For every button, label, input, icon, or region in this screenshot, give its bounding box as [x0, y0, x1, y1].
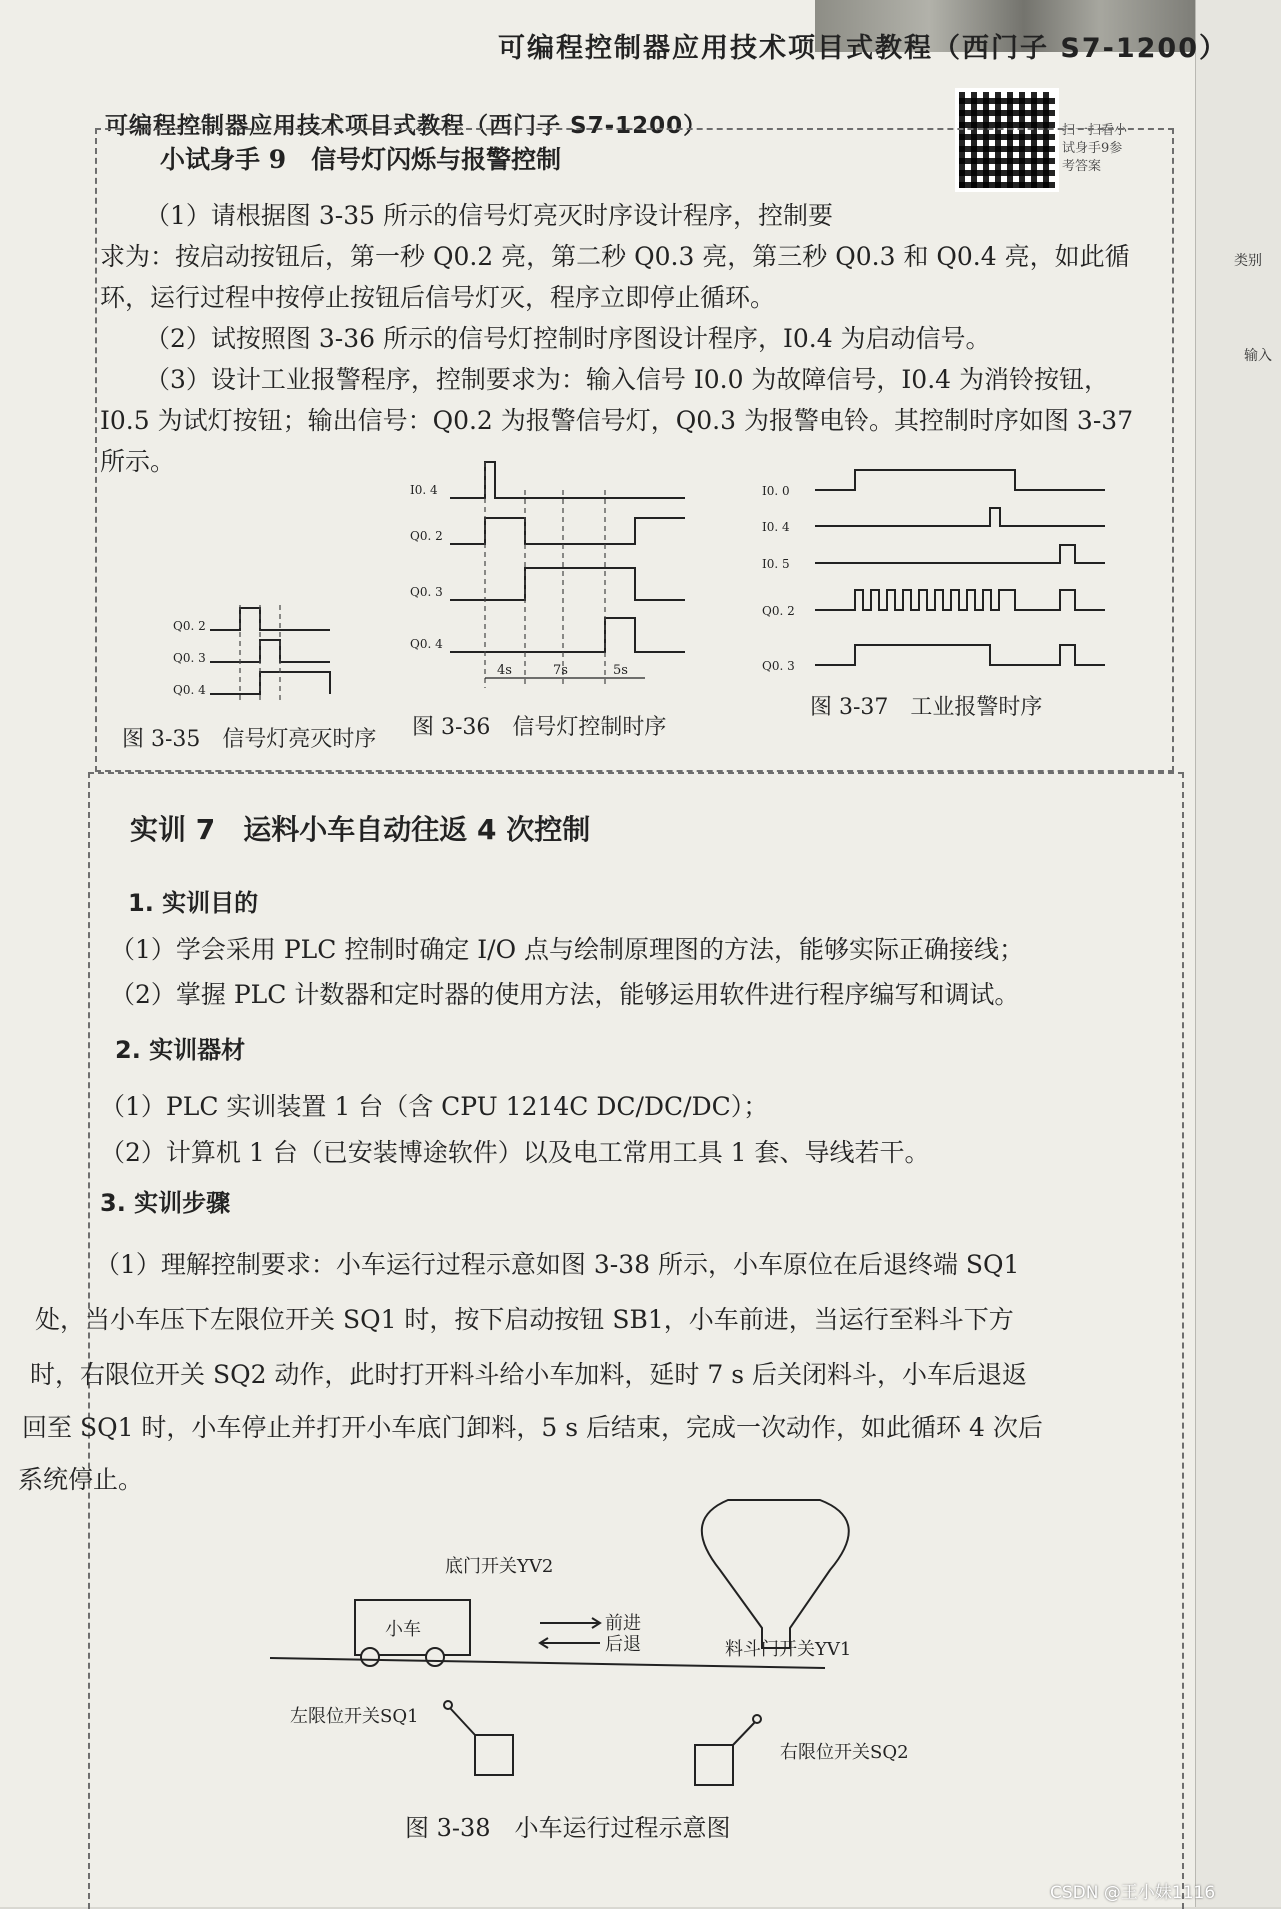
- side-tab-category: 类别: [1234, 253, 1262, 269]
- fig38-hopper: [702, 1500, 849, 1648]
- fig37-wave-i05: [815, 545, 1105, 563]
- section-heading-equipment: 2. 实训器材: [115, 1036, 246, 1064]
- section-heading-steps: 3. 实训步骤: [100, 1189, 231, 1217]
- fig38-label-hopper: 料斗门开关YV1: [725, 1639, 852, 1660]
- steps-line: 回至 SQ1 时，小车停止并打开小车底门卸料，5 s 后结束，完成一次动作，如此循环 4 次后: [22, 1413, 1043, 1442]
- fig35-label-q04: Q0. 4: [173, 683, 206, 697]
- fig36-label-q02: Q0. 2: [410, 529, 443, 543]
- fig36-caption: 图 3-36 信号灯控制时序: [412, 715, 667, 740]
- qr-caption: 扫一扫看小试身手9参考答案: [1062, 123, 1128, 174]
- fig36-interval-5s: 5s: [613, 663, 628, 678]
- section-heading-purpose: 1. 实训目的: [128, 889, 259, 917]
- fig38-label-forward: 前进: [605, 1613, 641, 1634]
- figure-3-38: [260, 1490, 909, 1790]
- fig37-wave-q03: [815, 645, 1105, 665]
- fig37-wave-q02: [815, 590, 1105, 610]
- purpose-item: （2）掌握 PLC 计数器和定时器的使用方法，能够运用软件进行程序编写和调试。: [110, 980, 1020, 1009]
- exercise-line: （3）设计工业报警程序，控制要求为：输入信号 I0.0 为故障信号，I0.4 为消铃按钮，: [145, 365, 1110, 394]
- fig35-wave-q02: [210, 608, 330, 630]
- fig38-wheel-left: [361, 1648, 379, 1666]
- next-page-edge: [1195, 0, 1281, 1907]
- purpose-item: （1）学会采用 PLC 控制时确定 I/O 点与绘制原理图的方法，能够实际正确接线；: [110, 935, 1025, 964]
- running-title: 可编程控制器应用技术项目式教程（西门子 S7-1200）: [105, 113, 708, 139]
- exercise-title: 小试身手 9 信号灯闪烁与报警控制: [160, 145, 562, 174]
- fig37-wave-i04: [815, 508, 1105, 526]
- figure-3-35: [165, 600, 340, 710]
- fig37-label-i04: I0. 4: [762, 520, 790, 534]
- fig37-label-i05: I0. 5: [762, 557, 790, 571]
- fig35-wave-q04: [210, 672, 330, 694]
- fig38-label-door: 底门开关YV2: [445, 1556, 554, 1577]
- exercise-line: 所示。: [100, 447, 176, 476]
- fig37-caption: 图 3-37 工业报警时序: [810, 695, 1043, 720]
- fig38-label-left: 左限位开关SQ1: [290, 1706, 419, 1727]
- fig36-label-q03: Q0. 3: [410, 585, 443, 599]
- fig35-wave-q03: [210, 640, 330, 662]
- exercise-line: 环，运行过程中按停止按钮后信号灯灭，程序立即停止循环。: [100, 283, 776, 312]
- watermark: CSDN @王小妹1116: [1050, 1883, 1216, 1903]
- fig37-label-q03: Q0. 3: [762, 659, 795, 673]
- exercise-line: I0.5 为试灯按钮；输出信号：Q0.2 为报警信号灯，Q0.3 为报警电铃。其控制时序如图 3-37: [100, 406, 1134, 435]
- side-tab-input: 输入: [1244, 348, 1272, 364]
- fig36-interval-4s: 4s: [497, 663, 512, 678]
- fig38-sq2-box: [695, 1745, 733, 1785]
- steps-line: （1）理解控制要求：小车运行过程示意如图 3-38 所示，小车原位在后退终端 SQ1: [95, 1250, 1020, 1279]
- training-title: 实训 7 运料小车自动往返 4 次控制: [130, 813, 591, 846]
- equipment-item: （1）PLC 实训装置 1 台（含 CPU 1214C DC/DC/DC）；: [100, 1092, 769, 1121]
- fig37-label-i00: I0. 0: [762, 484, 790, 498]
- equipment-item: （2）计算机 1 台（已安装博途软件）以及电工常用工具 1 套、导线若干。: [100, 1138, 930, 1167]
- steps-line: 处，当小车压下左限位开关 SQ1 时，按下启动按钮 SB1，小车前进，当运行至料斗下方: [35, 1305, 1014, 1334]
- fig38-caption: 图 3-38 小车运行过程示意图: [405, 1814, 731, 1842]
- exercise-line: 求为：按启动按钮后，第一秒 Q0.2 亮，第二秒 Q0.3 亮，第三秒 Q0.3 和 Q0.4 亮，如此循: [100, 242, 1130, 271]
- figure-3-37: [760, 460, 1120, 685]
- steps-line: 时，右限位开关 SQ2 动作，此时打开料斗给小车加料，延时 7 s 后关闭料斗，小车后退返: [30, 1360, 1028, 1389]
- fig38-wheel-right: [426, 1648, 444, 1666]
- fig38-sq1-box: [475, 1735, 513, 1775]
- fig38-label-car: 小车: [385, 1619, 421, 1640]
- exercise-line: （1）请根据图 3-35 所示的信号灯亮灭时序设计程序，控制要: [145, 201, 833, 230]
- fig36-wave-q02: [450, 518, 685, 544]
- fig35-caption: 图 3-35 信号灯亮灭时序: [122, 727, 377, 752]
- fig37-wave-i00: [815, 470, 1105, 490]
- fig36-interval-7s: 7s: [553, 663, 568, 678]
- fig37-label-q02: Q0. 2: [762, 604, 795, 618]
- book-title: 可编程控制器应用技术项目式教程（西门子 S7-1200）: [498, 33, 1228, 64]
- figure-3-36: [405, 460, 695, 700]
- exercise-line: （2）试按照图 3-36 所示的信号灯控制时序图设计程序，I0.4 为启动信号。: [145, 324, 991, 353]
- fig38-label-right: 右限位开关SQ2: [780, 1742, 909, 1763]
- fig36-label-i04: I0. 4: [410, 483, 438, 497]
- fig38-label-backward: 后退: [605, 1634, 641, 1655]
- steps-line: 系统停止。: [18, 1465, 144, 1494]
- fig36-label-q04: Q0. 4: [410, 637, 443, 651]
- fig35-label-q03: Q0. 3: [173, 651, 206, 665]
- fig35-label-q02: Q0. 2: [173, 619, 206, 633]
